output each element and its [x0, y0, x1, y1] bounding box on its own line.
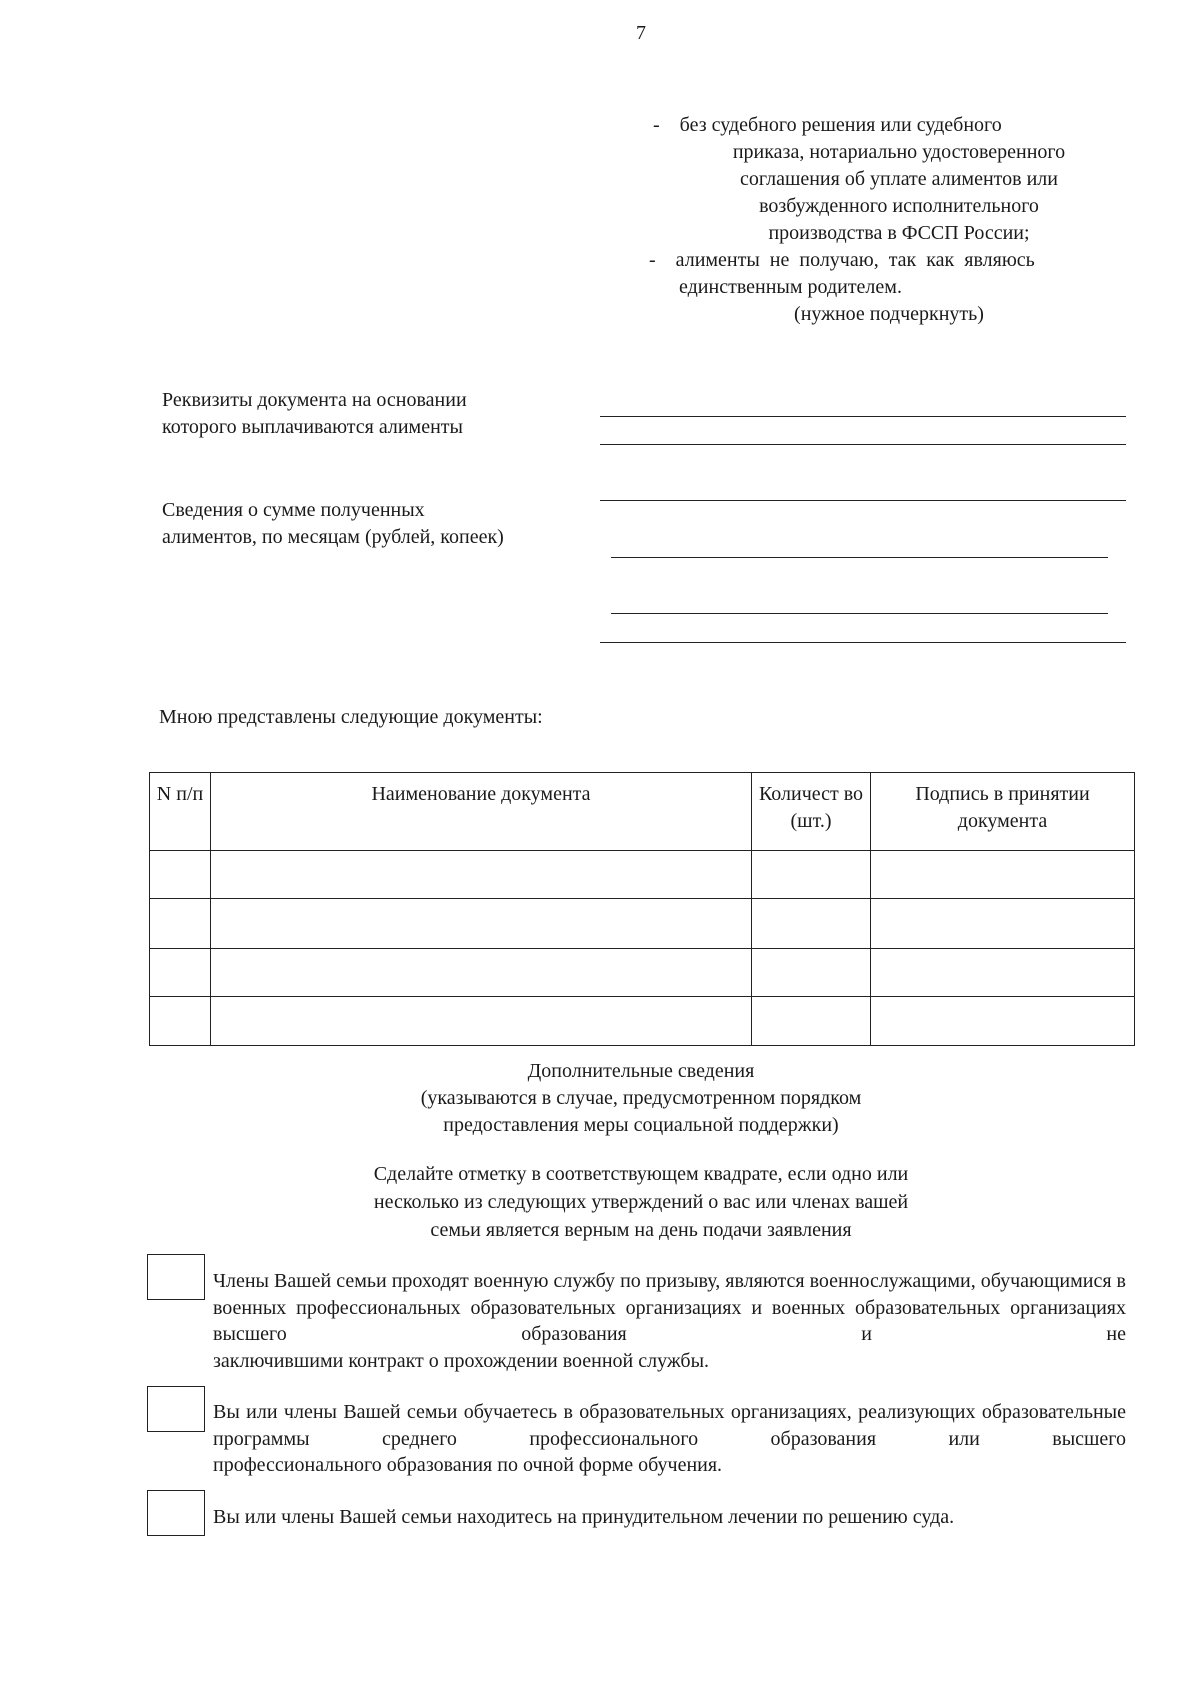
requisites-input-line[interactable] [600, 444, 1126, 445]
amount-input-line[interactable] [600, 500, 1126, 501]
header-qty: Количест во (шт.) [752, 773, 871, 851]
cell[interactable] [211, 949, 752, 997]
cell[interactable] [752, 949, 871, 997]
cell[interactable] [150, 949, 211, 997]
amount-label [162, 497, 504, 551]
requisites-label [162, 387, 467, 441]
table-row [150, 997, 1135, 1046]
cell[interactable] [150, 851, 211, 899]
alimony-options [649, 112, 1119, 328]
option1-line: возбужденного исполнительного [759, 195, 1039, 217]
cell[interactable] [211, 997, 752, 1046]
header-sign: Подпись в принятии документа [871, 773, 1135, 851]
full-time-study-text [213, 1399, 1126, 1479]
page-number: 7 [636, 22, 646, 44]
instructions [250, 1160, 1032, 1244]
additional-title: Дополнительные сведения [527, 1060, 755, 1082]
option1-line: производства в ФССП России; [768, 222, 1030, 244]
cell[interactable] [871, 949, 1135, 997]
requisites-input-line[interactable] [600, 416, 1126, 417]
statement-text-last: заключившими контракт о прохождении военной службы. [213, 1349, 710, 1372]
military-service-checkbox[interactable] [147, 1254, 205, 1300]
documents-intro: Мною представлены следующие документы: [159, 706, 543, 728]
option2-line: - алименты не получаю, так как являюсь [649, 249, 1035, 271]
amount-label-line: алиментов, по месяцам (рублей, копеек) [162, 526, 504, 548]
option1-line: - без судебного решения или судебного [653, 114, 1002, 136]
header-name: Наименование документа [211, 773, 752, 851]
instruction-line: Сделайте отметку в соответствующем квадрате, если одно или [373, 1163, 909, 1185]
additional-subtitle: предоставления меры социальной поддержки) [443, 1114, 839, 1136]
table-row [150, 899, 1135, 949]
cell[interactable] [752, 899, 871, 949]
table-row [150, 851, 1135, 899]
military-service-text [213, 1268, 1126, 1374]
additional-info-header [300, 1058, 982, 1139]
option1-line: соглашения об уплате алиментов или [740, 168, 1058, 190]
requisites-label-line: Реквизиты документа на основании [162, 389, 467, 411]
additional-subtitle: (указываются в случае, предусмотренном порядком [420, 1087, 862, 1109]
amount-label-line: Сведения о сумме полученных [162, 499, 425, 521]
statement-text-last: Вы или члены Вашей семьи находитесь на принудительном лечении по решению суда. [213, 1506, 955, 1528]
cell[interactable] [871, 851, 1135, 899]
statement-text: Вы или члены Вашей семьи обучаетесь в образовательных организациях, реализующих образовательные программы среднего профессионального образования или высшего [213, 1401, 1126, 1450]
table-header-row [150, 773, 1135, 851]
cell[interactable] [752, 851, 871, 899]
cell[interactable] [211, 899, 752, 949]
option1-line: приказа, нотариально удостоверенного [732, 141, 1066, 163]
compulsory-treatment-text [213, 1504, 1126, 1531]
cell[interactable] [150, 899, 211, 949]
cell[interactable] [150, 997, 211, 1046]
underline-note: (нужное подчеркнуть) [794, 303, 984, 325]
cell[interactable] [871, 899, 1135, 949]
statement-text: Члены Вашей семьи проходят военную службу по призыву, являются военнослужащими, обучающимися в военных профессиональных образовательных организациях и военных образовательных организациях высшего образования и не [213, 1270, 1126, 1345]
cell[interactable] [752, 997, 871, 1046]
full-time-study-checkbox[interactable] [147, 1386, 205, 1432]
header-num: N п/п [150, 773, 211, 851]
documents-table [149, 772, 1135, 1046]
amount-input-line[interactable] [600, 642, 1126, 643]
instruction-line: семьи является верным на день подачи заявления [430, 1219, 852, 1241]
amount-input-line[interactable] [611, 613, 1108, 614]
compulsory-treatment-checkbox[interactable] [147, 1490, 205, 1536]
table-row [150, 949, 1135, 997]
statement-text-last: профессионального образования по очной форме обучения. [213, 1454, 723, 1476]
option2-line: единственным родителем. [679, 276, 902, 298]
cell[interactable] [211, 851, 752, 899]
cell[interactable] [871, 997, 1135, 1046]
amount-input-line[interactable] [611, 557, 1108, 558]
requisites-label-line: которого выплачиваются алименты [162, 416, 463, 438]
instruction-line: несколько из следующих утверждений о вас или членах вашей [373, 1191, 909, 1213]
